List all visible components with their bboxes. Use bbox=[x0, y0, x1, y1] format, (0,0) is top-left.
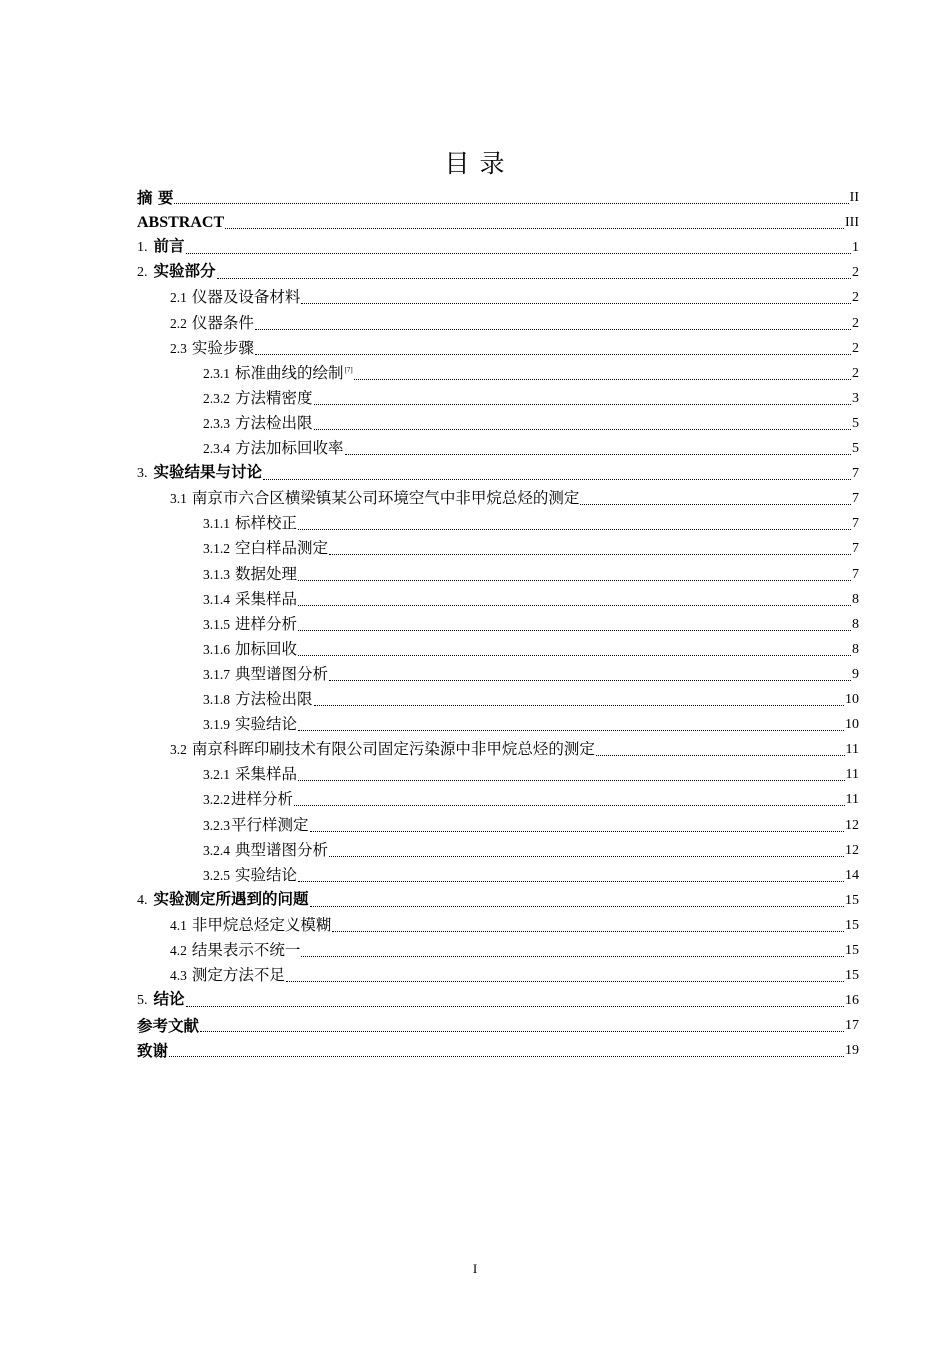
toc-entry[interactable] bbox=[203, 614, 859, 636]
dot-leader bbox=[200, 1031, 844, 1032]
toc-entry[interactable] bbox=[137, 463, 859, 485]
toc-entry-text: 采集样品 bbox=[235, 765, 298, 784]
toc-entry[interactable] bbox=[203, 438, 859, 460]
toc-entry-title bbox=[170, 964, 285, 987]
toc-entry-text: 实验测定所遇到的问题 bbox=[153, 889, 309, 908]
toc-entry-title bbox=[203, 663, 328, 686]
toc-entry-title bbox=[203, 713, 297, 736]
toc-entry[interactable] bbox=[203, 789, 859, 811]
toc-entry-title bbox=[170, 738, 595, 761]
toc-entry-title bbox=[137, 1015, 199, 1037]
toc-entry-text: 采集样品 bbox=[235, 589, 298, 608]
toc-entry-number: 3.2.1 bbox=[203, 767, 230, 783]
toc-entry-page: 8 bbox=[852, 616, 859, 632]
toc-entry-number: 3.1.1 bbox=[203, 516, 230, 532]
dot-leader bbox=[301, 303, 851, 304]
toc-entry-title bbox=[203, 588, 297, 611]
toc-entry-page: III bbox=[845, 215, 859, 231]
toc-entry[interactable] bbox=[203, 639, 859, 661]
toc-entry[interactable] bbox=[137, 990, 859, 1012]
toc-entry-page: 2 bbox=[852, 365, 859, 381]
dot-leader bbox=[217, 278, 851, 279]
toc-entry-title bbox=[203, 359, 353, 385]
toc-entry-number: 3.2 bbox=[170, 742, 187, 758]
dot-leader bbox=[345, 454, 851, 455]
toc-entry-text: 前言 bbox=[153, 237, 185, 256]
toc-entry-number: 3.1.3 bbox=[203, 566, 230, 582]
toc-entry[interactable] bbox=[170, 965, 859, 987]
toc-entry-number: 2. bbox=[137, 265, 148, 281]
toc-entry-text: 方法检出限 bbox=[235, 413, 313, 432]
toc-entry[interactable] bbox=[203, 865, 859, 887]
toc-entry[interactable] bbox=[203, 689, 859, 711]
toc-entry-text: 南京市六合区横梁镇某公司环境空气中非甲烷总烃的测定 bbox=[191, 489, 580, 508]
toc-entry-number: 2.3.2 bbox=[203, 390, 230, 406]
toc-entry[interactable] bbox=[137, 212, 859, 234]
toc-entry-text: 方法加标回收率 bbox=[235, 439, 344, 457]
toc-entry-page: 7 bbox=[852, 466, 859, 482]
toc-entry-text: 方法检出限 bbox=[235, 690, 313, 708]
toc-entry-page: 10 bbox=[845, 717, 859, 733]
dot-leader bbox=[225, 228, 844, 229]
toc-entry-title bbox=[203, 563, 297, 586]
toc-entry-title bbox=[137, 461, 262, 485]
toc-entry[interactable] bbox=[203, 589, 859, 611]
toc-entry-title bbox=[203, 839, 328, 862]
toc-entry-text: 南京科晖印刷技术有限公司固定污染源中非甲烷总烃的测定 bbox=[191, 740, 595, 759]
toc-entry-title bbox=[170, 914, 331, 937]
toc-entry[interactable] bbox=[203, 363, 859, 385]
dot-leader bbox=[580, 504, 851, 505]
toc-entry-number: 3.1.9 bbox=[203, 717, 230, 733]
toc-entry[interactable] bbox=[170, 940, 859, 962]
dot-leader bbox=[329, 554, 851, 555]
toc-entry-text: ABSTRACT bbox=[137, 214, 225, 232]
dot-leader bbox=[255, 329, 851, 330]
toc-entry-title bbox=[170, 939, 300, 962]
toc-entry-page: 7 bbox=[852, 516, 859, 532]
toc-entry-text: 参考文献 bbox=[137, 1017, 200, 1036]
dot-leader bbox=[332, 931, 844, 932]
toc-entry-text: 典型谱图分析 bbox=[235, 664, 329, 683]
dot-leader bbox=[310, 831, 844, 832]
dot-leader bbox=[255, 354, 851, 355]
toc-entry-page: 15 bbox=[845, 892, 859, 908]
toc-entry-page: 2 bbox=[852, 340, 859, 356]
toc-entry-number: 4.3 bbox=[170, 968, 187, 984]
toc-entry-number: 3.1.6 bbox=[203, 641, 230, 657]
toc-entry-page: 2 bbox=[852, 265, 859, 281]
toc-entry-number: 2.1 bbox=[170, 290, 187, 306]
toc-entry[interactable] bbox=[137, 890, 859, 912]
toc-entry-page: 5 bbox=[852, 441, 859, 456]
toc-entry-text: 平行样测定 bbox=[231, 815, 309, 834]
toc-entry-page: 7 bbox=[852, 491, 859, 507]
citation-superscript: [7] bbox=[344, 365, 353, 374]
toc-entry-page: 14 bbox=[845, 867, 859, 883]
toc-entry[interactable] bbox=[137, 187, 859, 209]
dot-leader bbox=[263, 479, 851, 480]
toc-entry-text: 实验结论 bbox=[235, 865, 298, 884]
toc-entry-text: 摘 要 bbox=[137, 189, 174, 207]
dot-leader bbox=[298, 881, 844, 882]
toc-entry-text: 方法精密度 bbox=[235, 388, 313, 407]
toc-entry-title bbox=[203, 537, 328, 560]
toc-entry-title bbox=[137, 235, 185, 259]
toc-entry[interactable] bbox=[203, 815, 859, 837]
toc-entry-page: 11 bbox=[845, 767, 859, 783]
toc-entry-text: 仪器条件 bbox=[191, 313, 254, 332]
toc-entry-number: 4.1 bbox=[170, 917, 187, 933]
toc-entry-title bbox=[137, 988, 185, 1012]
page-title: 目 录 bbox=[444, 149, 506, 178]
toc-entry-number: 3.2.5 bbox=[203, 867, 230, 883]
toc-entry-number: 3.2.4 bbox=[203, 842, 230, 858]
toc-entry-text: 标准曲线的绘制 bbox=[235, 363, 344, 382]
toc-entry-title bbox=[137, 888, 309, 912]
dot-leader bbox=[298, 730, 844, 731]
toc-entry-page: 8 bbox=[852, 641, 859, 657]
dot-leader bbox=[314, 705, 844, 706]
dot-leader bbox=[314, 404, 851, 405]
toc-entry-page: 19 bbox=[845, 1043, 859, 1059]
toc-entry-number: 3.1.5 bbox=[203, 616, 230, 632]
toc-entry[interactable] bbox=[203, 714, 859, 736]
toc-entry-title bbox=[170, 312, 254, 335]
dot-leader bbox=[596, 755, 845, 756]
dot-leader bbox=[186, 1006, 844, 1007]
toc-entry-page: 7 bbox=[852, 541, 859, 557]
dot-leader bbox=[298, 655, 851, 656]
toc-entry-number: 2.3 bbox=[170, 340, 187, 356]
toc-entry-title bbox=[203, 613, 297, 636]
toc-entry-title bbox=[203, 688, 313, 711]
dot-leader bbox=[298, 605, 851, 606]
toc-entry-page: 11 bbox=[845, 742, 859, 758]
toc-entry-title bbox=[137, 212, 224, 234]
toc-entry-text: 实验结果与讨论 bbox=[153, 463, 263, 482]
toc-entry-number: 5. bbox=[137, 993, 148, 1009]
toc-entry-page: 2 bbox=[852, 315, 859, 331]
toc-entry-number: 3.1.4 bbox=[203, 591, 230, 607]
toc-entry-page: II bbox=[849, 190, 859, 205]
toc-entry-title bbox=[203, 763, 297, 786]
toc-entry-title bbox=[203, 412, 313, 435]
dot-leader bbox=[169, 1056, 844, 1057]
toc-entry-text: 仪器及设备材料 bbox=[191, 288, 301, 307]
dot-leader bbox=[329, 856, 844, 857]
toc-entry-title bbox=[137, 1040, 168, 1062]
dot-leader bbox=[294, 805, 845, 806]
toc-entry-text: 标样校正 bbox=[235, 514, 298, 533]
toc-entry-number: 2.3.4 bbox=[203, 441, 230, 456]
toc-entry[interactable] bbox=[203, 664, 859, 686]
toc-entry-text: 数据处理 bbox=[235, 564, 298, 583]
dot-leader bbox=[329, 680, 851, 681]
toc-entry[interactable] bbox=[203, 413, 859, 435]
toc-entry-page: 2 bbox=[852, 290, 859, 306]
toc-entry-text: 实验步骤 bbox=[191, 338, 254, 357]
dot-leader bbox=[298, 630, 851, 631]
toc-entry-number: 1. bbox=[137, 240, 148, 256]
toc-entry[interactable] bbox=[170, 739, 859, 761]
dot-leader bbox=[298, 529, 851, 530]
toc-entry-text: 结果表示不统一 bbox=[191, 941, 301, 959]
toc-entry-title bbox=[203, 437, 344, 460]
toc-entry-number: 3.1 bbox=[170, 491, 187, 507]
toc-entry[interactable] bbox=[170, 313, 859, 335]
toc-entry[interactable] bbox=[137, 1040, 859, 1062]
toc-entry-number: 2.2 bbox=[170, 315, 187, 331]
toc-entry-page: 1 bbox=[852, 240, 859, 256]
dot-leader bbox=[298, 780, 845, 781]
toc-entry-title bbox=[203, 512, 297, 535]
toc-entry-text: 进样分析 bbox=[235, 614, 298, 633]
toc-entry[interactable] bbox=[170, 915, 859, 937]
page-number: I bbox=[472, 1261, 478, 1276]
toc-entry-page: 15 bbox=[845, 968, 859, 984]
dot-leader bbox=[301, 956, 844, 957]
toc-entry-number: 3. bbox=[137, 466, 148, 482]
toc-entry-page: 7 bbox=[852, 566, 859, 582]
toc-entry[interactable] bbox=[203, 513, 859, 535]
toc-entry-number: 2.3.3 bbox=[203, 415, 230, 431]
toc-entry-number: 3.2.2 bbox=[203, 792, 230, 808]
toc-entry[interactable] bbox=[203, 840, 859, 862]
toc-entry-title bbox=[170, 487, 579, 510]
toc-entry[interactable] bbox=[170, 338, 859, 360]
toc-entry-page: 5 bbox=[852, 415, 859, 431]
toc-entry-text: 结论 bbox=[153, 990, 185, 1009]
dot-leader bbox=[298, 580, 851, 581]
dot-leader bbox=[314, 429, 851, 430]
toc-entry-page: 12 bbox=[845, 817, 859, 833]
dot-leader bbox=[286, 981, 844, 982]
dot-leader bbox=[186, 253, 851, 254]
toc-entry[interactable] bbox=[170, 488, 859, 510]
toc-entry-page: 12 bbox=[845, 842, 859, 858]
toc-entry-page: 10 bbox=[845, 692, 859, 707]
toc-entry-page: 3 bbox=[852, 390, 859, 406]
toc-entry-number: 4.2 bbox=[170, 943, 187, 958]
toc-entry-number: 3.1.2 bbox=[203, 541, 230, 557]
toc-entry-page: 17 bbox=[845, 1018, 859, 1034]
toc-entry[interactable] bbox=[203, 564, 859, 586]
toc-entry[interactable] bbox=[203, 764, 859, 786]
toc-entry-title bbox=[203, 638, 297, 661]
toc-entry-number: 2.3.1 bbox=[203, 365, 230, 381]
toc-entry[interactable] bbox=[203, 388, 859, 410]
toc-entry[interactable] bbox=[170, 287, 859, 309]
toc-entry[interactable] bbox=[137, 1015, 859, 1037]
toc-entry-number: 3.1.8 bbox=[203, 692, 230, 707]
toc-entry-number: 3.2.3 bbox=[203, 817, 230, 833]
toc-entry-title bbox=[137, 187, 173, 209]
toc-entry-title bbox=[170, 337, 254, 360]
toc-entry-text: 实验结论 bbox=[235, 715, 298, 734]
toc-entry-title bbox=[137, 260, 216, 284]
toc-entry-number: 3.1.7 bbox=[203, 666, 230, 682]
toc-entry-page: 11 bbox=[845, 792, 859, 808]
toc-entry-title bbox=[203, 788, 293, 811]
toc-entry[interactable] bbox=[137, 262, 859, 284]
toc-entry-title bbox=[203, 387, 313, 410]
toc-entry-title bbox=[170, 286, 300, 309]
toc-entry-text: 进样分析 bbox=[231, 790, 294, 809]
toc-entry-title bbox=[203, 814, 309, 837]
toc-entry-page: 9 bbox=[852, 666, 859, 682]
toc-entry[interactable] bbox=[137, 237, 859, 259]
toc-entry-text: 实验部分 bbox=[153, 262, 216, 281]
toc-entry-page: 16 bbox=[845, 993, 859, 1009]
toc-entry[interactable] bbox=[203, 538, 859, 560]
toc-entry-text: 空白样品测定 bbox=[235, 539, 329, 558]
toc-entry-title bbox=[203, 864, 297, 887]
toc-entry-text: 加标回收 bbox=[235, 639, 298, 658]
toc-entry-page: 15 bbox=[845, 917, 859, 933]
toc-entry-text: 致谢 bbox=[137, 1042, 169, 1061]
toc-entry-page: 15 bbox=[845, 943, 859, 958]
toc-entry-page: 8 bbox=[852, 591, 859, 607]
toc-entry-text: 非甲烷总烃定义模糊 bbox=[191, 915, 332, 934]
dot-leader bbox=[174, 203, 848, 204]
toc-entry-text: 典型谱图分析 bbox=[235, 840, 329, 859]
toc-entry-text: 测定方法不足 bbox=[191, 966, 285, 985]
dot-leader bbox=[354, 379, 851, 380]
dot-leader bbox=[310, 906, 844, 907]
toc-entry-number: 4. bbox=[137, 892, 148, 908]
